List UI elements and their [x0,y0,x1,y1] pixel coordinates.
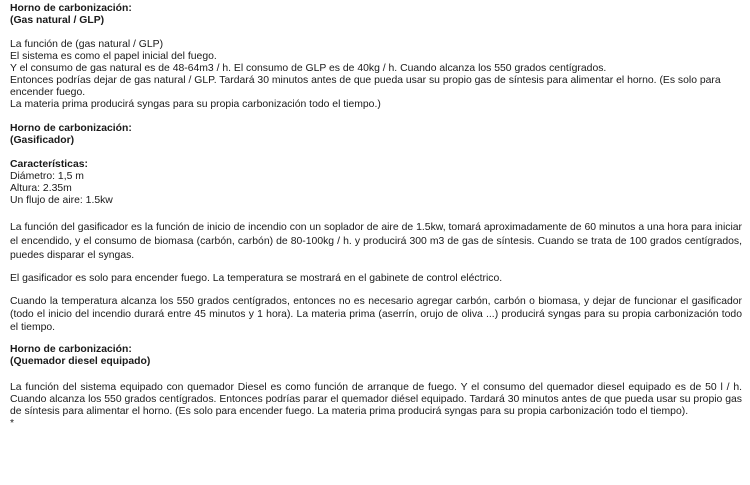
document-body [10,3,742,430]
paragraph: La función del gasificador es la función de inicio de incendio con un soplador de aire de 1.5kw, tomará aproximadamente de 60 minutos a una hora para iniciar el encendido, y el consumo de biomasa (carbón, carbón) de 80-100kg / h. y producirá 300 m3 de gas de síntesis. Cuando se trata de 100 grados centígrados, puedes disparar el syngas. [10,222,742,261]
section-subtitle: (Gasificador) [10,135,75,146]
section-title: Horno de carbonización: [10,344,132,355]
paragraph: Cuando la temperatura alcanza los 550 grados centígrados, entonces no es necesario agregar carbón, carbón o biomasa, y dejar de funcionar el gasificador (todo el inicio del incendio durará entre 45 minutos y 1 hora). La materia prima (aserrín, orujo de oliva ...) producirá syngas para su propia carbonización todo el tiempo. [10,296,742,333]
section-gas-natural [10,3,742,111]
trailing-mark: * [10,418,15,429]
section-title: Horno de carbonización: [10,123,132,134]
section-subtitle: (Quemador diesel equipado) [10,356,151,367]
features-title: Características: [10,159,88,170]
text-line: El sistema es como el papel inicial del fuego. [10,51,217,62]
section-title: Horno de carbonización: [10,3,132,14]
paragraph: El gasificador es solo para encender fuego. La temperatura se mostrará en el gabinete de control eléctrico. [10,273,503,284]
text-line: La función de (gas natural / GLP) [10,39,164,50]
text-line: Y el consumo de gas natural es de 48-64m3 / h. El consumo de GLP es de 40kg / h. Cuando alcanza los 550 grados centígrados. [10,63,607,74]
section-gasificador [10,123,742,334]
feature-item: Un flujo de aire: 1.5kw [10,195,113,206]
text-line: La materia prima producirá syngas para su propia carbonización todo el tiempo.) [10,99,381,110]
feature-item: Altura: 2.35m [10,183,72,194]
feature-item: Diámetro: 1,5 m [10,171,84,182]
section-quemador-diesel [10,344,742,430]
text-line: Entonces podrías dejar de gas natural / GLP. Tardará 30 minutos antes de que pueda usar su propio gas de síntesis para alimentar el horno. (Es solo para encender fuego. [10,75,721,98]
paragraph: La función del sistema equipado con quemador Diesel es como función de arranque de fuego. Y el consumo del quemador diesel equipado es de 50 l / h. Cuando alcanza los 550 grados centígrados. Entonces podrías parar el quemador diésel equipado. Tardará 30 minutos antes de que pueda usar su propio gas de síntesis para alimentar el horno. (Es solo para encender fuego. La materia prima producirá syngas para su propia carbonización todo el tiempo). [10,382,742,417]
section-subtitle: (Gas natural / GLP) [10,15,105,26]
